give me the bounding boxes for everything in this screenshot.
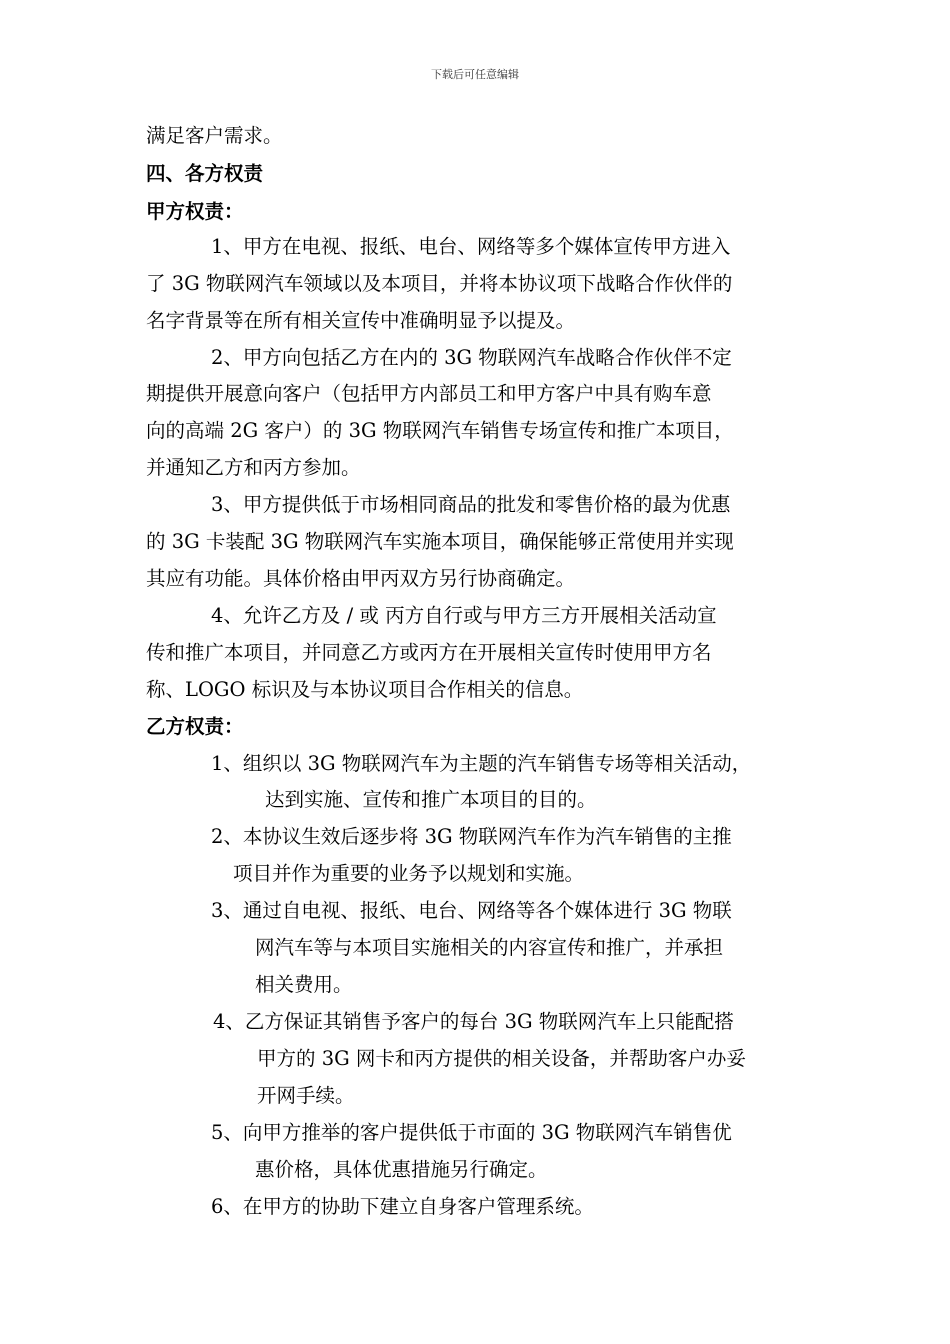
list-item-line: 4、乙方保证其销售予客户的每台 3G 物联网汽车上只能配搭 bbox=[213, 1010, 734, 1033]
paragraph-line: 1、甲方在电视、报纸、电台、网络等多个媒体宣传甲方进入 bbox=[211, 235, 731, 258]
paragraph-line: 3、甲方提供低于市场相同商品的批发和零售价格的最为优惠 bbox=[211, 493, 731, 516]
paragraph-line: 的 3G 卡装配 3G 物联网汽车实施本项目，确保能够正常使用并实现 bbox=[146, 530, 734, 553]
list-item-line: 6、在甲方的协助下建立自身客户管理系统。 bbox=[211, 1195, 594, 1218]
list-item-line: 1、组织以 3G 物联网汽车为主题的汽车销售专场等相关活动， bbox=[211, 752, 752, 775]
subsection-heading-party-a: 甲方权责： bbox=[146, 200, 244, 223]
page-header: 下载后可任意编辑 bbox=[431, 68, 519, 81]
section-heading: 四、各方权责 bbox=[146, 162, 264, 185]
list-item-line: 达到实施、宣传和推广本项目的目的。 bbox=[265, 788, 597, 811]
paragraph-line: 4、允许乙方及 / 或 丙方自行或与甲方三方开展相关活动宣 bbox=[211, 604, 717, 627]
paragraph-line: 名字背景等在所有相关宣传中准确明显予以提及。 bbox=[146, 309, 576, 332]
list-item-line: 5、向甲方推举的客户提供低于市面的 3G 物联网汽车销售优 bbox=[211, 1121, 732, 1144]
list-item-line: 2、本协议生效后逐步将 3G 物联网汽车作为汽车销售的主推 bbox=[211, 825, 732, 848]
list-item-line: 开网手续。 bbox=[257, 1084, 355, 1107]
paragraph-line: 满足客户需求。 bbox=[146, 124, 283, 147]
paragraph-line: 了 3G 物联网汽车领域以及本项目，并将本协议项下战略合作伙伴的 bbox=[146, 272, 733, 295]
paragraph-line: 向的高端 2G 客户）的 3G 物联网汽车销售专场宣传和推广本项目， bbox=[146, 419, 734, 442]
list-item-line: 3、通过自电视、报纸、电台、网络等各个媒体进行 3G 物联 bbox=[211, 899, 732, 922]
list-item-line: 项目并作为重要的业务予以规划和实施。 bbox=[233, 862, 585, 885]
paragraph-line: 并通知乙方和丙方参加。 bbox=[146, 456, 361, 479]
list-item-line: 惠价格，具体优惠措施另行确定。 bbox=[255, 1158, 548, 1181]
list-item-line: 相关费用。 bbox=[255, 973, 353, 996]
list-item-line: 甲方的 3G 网卡和丙方提供的相关设备，并帮助客户办妥 bbox=[257, 1047, 746, 1070]
subsection-heading-party-b: 乙方权责： bbox=[146, 715, 244, 738]
paragraph-line: 称、LOGO 标识及与本协议项目合作相关的信息。 bbox=[146, 678, 584, 701]
paragraph-line: 传和推广本项目，并同意乙方或丙方在开展相关宣传时使用甲方名 bbox=[146, 641, 712, 664]
paragraph-line: 期提供开展意向客户（包括甲方内部员工和甲方客户中具有购车意 bbox=[146, 382, 712, 405]
paragraph-line: 其应有功能。具体价格由甲丙双方另行协商确定。 bbox=[146, 567, 576, 590]
list-item-line: 网汽车等与本项目实施相关的内容宣传和推广，并承担 bbox=[255, 936, 724, 959]
paragraph-line: 2、甲方向包括乙方在内的 3G 物联网汽车战略合作伙伴不定 bbox=[211, 346, 732, 369]
